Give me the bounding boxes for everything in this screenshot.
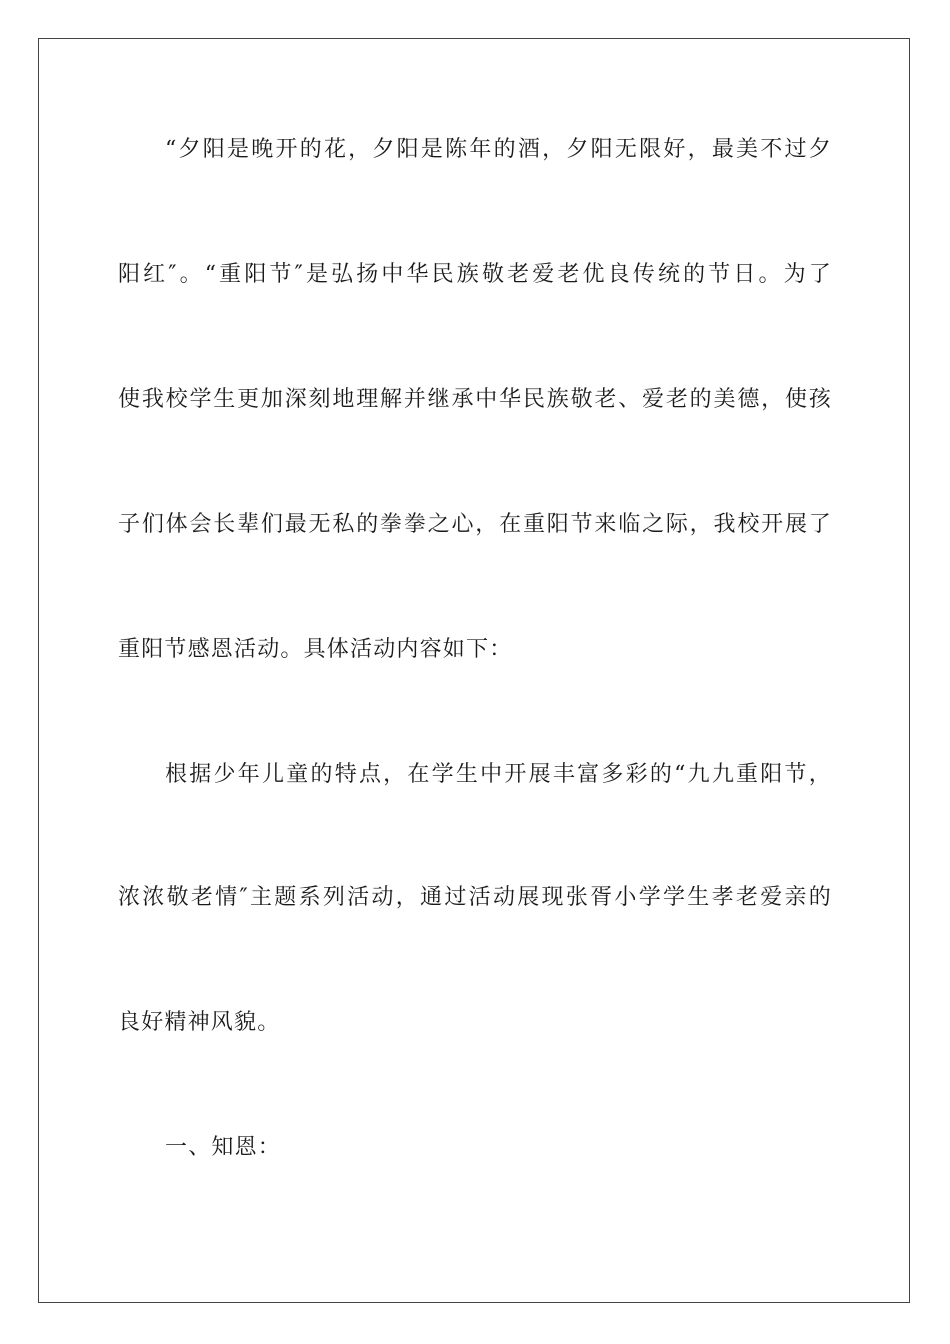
paragraph-1-line-3: 使我校学生更加深刻地理解并继承中华民族敬老、爱老的美德，使孩 <box>118 387 832 412</box>
paragraph-2-line-1: 根据少年儿童的特点，在学生中开展丰富多彩的“九九重阳节， <box>165 762 832 787</box>
paragraph-1-line-2: 阳红″。“重阳节″是弘扬中华民族敬老爱老优良传统的节日。为了 <box>118 262 832 287</box>
paragraph-1-line-5: 重阳节感恩活动。具体活动内容如下： <box>118 637 513 662</box>
page-border <box>38 38 910 1303</box>
paragraph-2-line-3: 良好精神风貌。 <box>118 1010 281 1035</box>
paragraph-2-line-2: 浓浓敬老情″主题系列活动，通过活动展现张胥小学学生孝老爱亲的 <box>118 885 832 910</box>
paragraph-1-line-4: 子们体会长辈们最无私的拳拳之心，在重阳节来临之际，我校开展了 <box>118 512 832 537</box>
paragraph-1-line-1: “夕阳是晚开的花，夕阳是陈年的酒，夕阳无限好，最美不过夕 <box>165 137 832 162</box>
section-heading-zhien: 一、知恩： <box>165 1135 282 1160</box>
